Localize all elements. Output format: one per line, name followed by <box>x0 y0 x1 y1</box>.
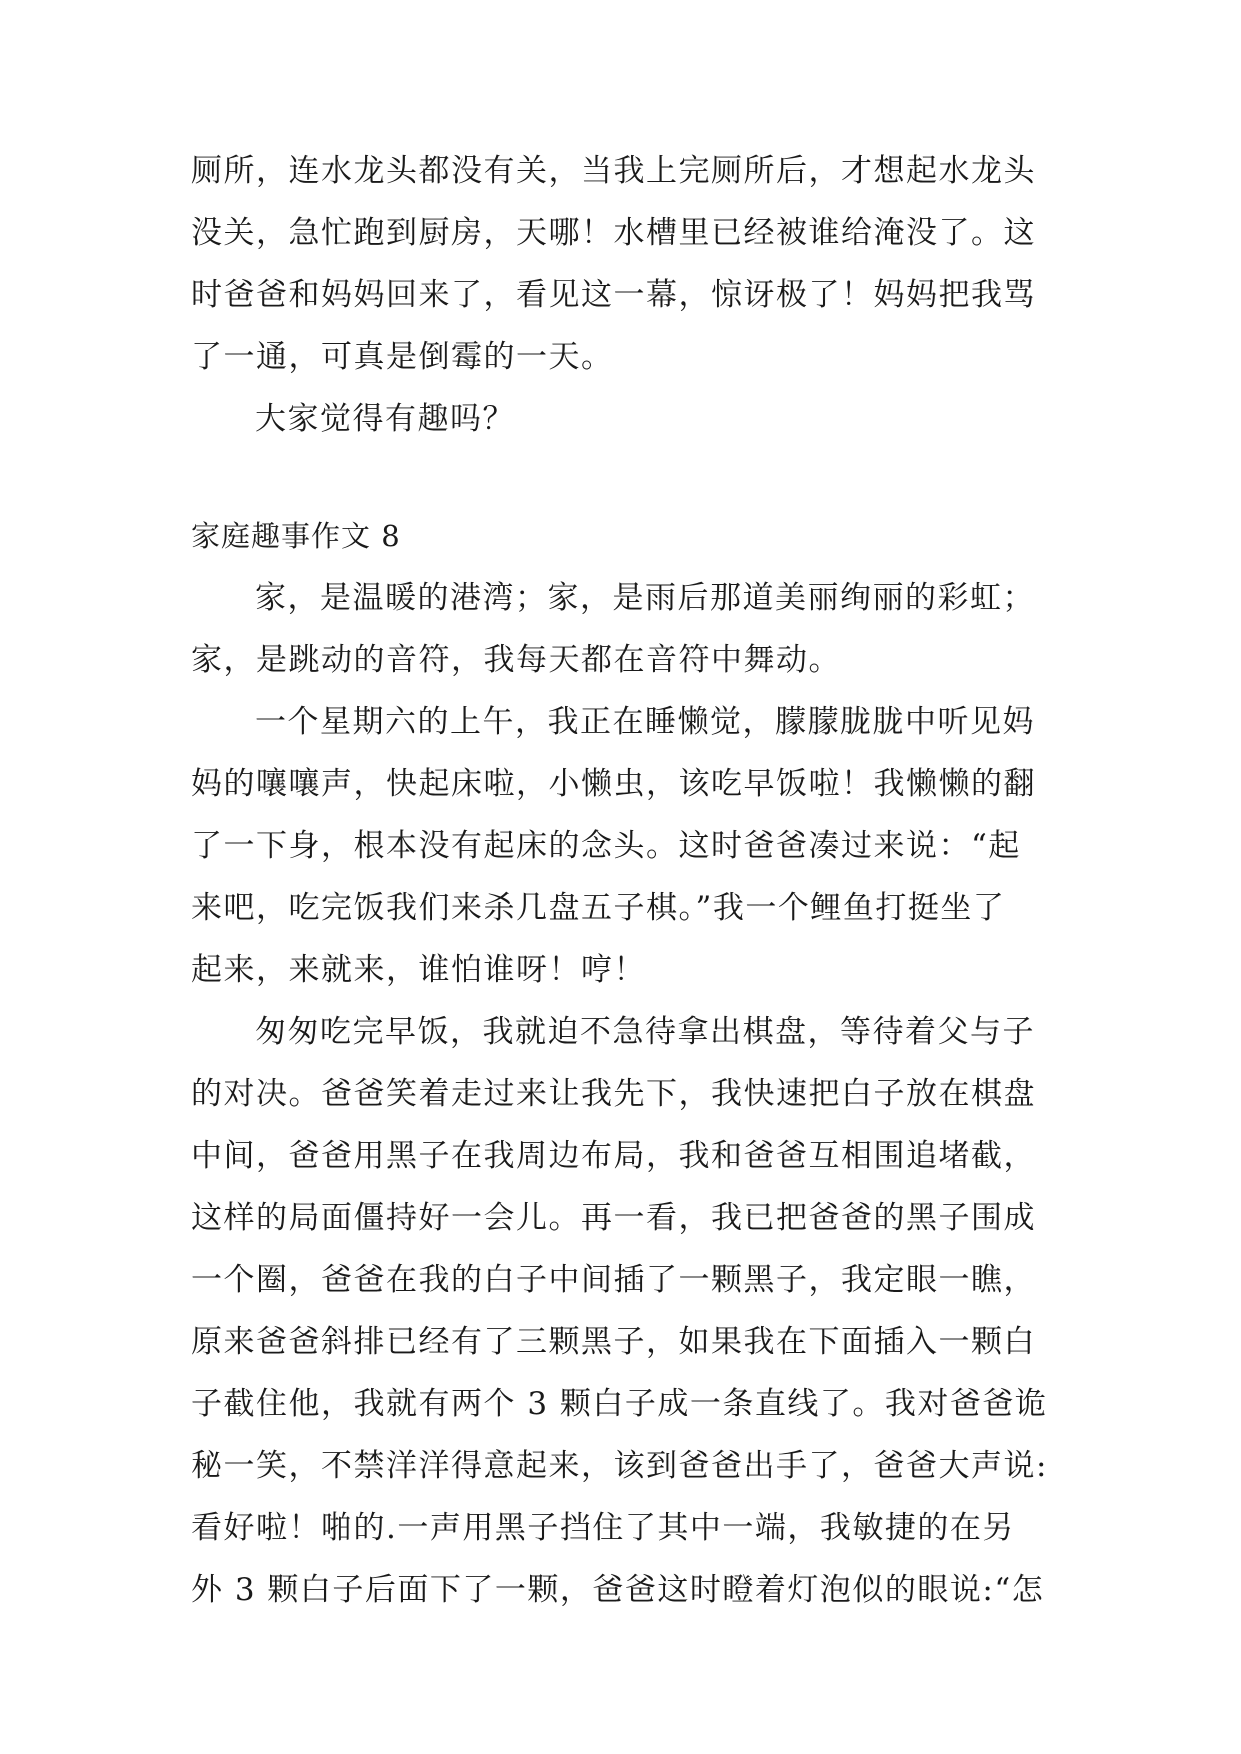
paragraph-toilet-story <box>191 140 1051 388</box>
text-line: 一个圈，爸爸在我的白子中间插了一颗黑子，我定眼一瞧， <box>191 1262 1036 1298</box>
text-line: 子截住他，我就有两个 3 颗白子成一条直线了。我对爸爸诡 <box>191 1386 1048 1422</box>
text-line: 了一下身，根本没有起床的念头。这时爸爸凑过来说：“起 <box>191 828 1021 864</box>
text-line: 原来爸爸斜排已经有了三颗黑子，如果我在下面插入一颗白 <box>191 1324 1036 1360</box>
document-page <box>191 140 1051 1621</box>
paragraph-question <box>191 388 1051 450</box>
paragraph-saturday-morning <box>191 691 1051 1001</box>
section-title: 家庭趣事作文 8 <box>191 519 401 553</box>
text-line: 的对决。爸爸笑着走过来让我先下，我快速把白子放在棋盘 <box>191 1076 1036 1112</box>
text-line: 一个星期六的上午，我正在睡懒觉，朦朦胧胧中听见妈 <box>255 704 1035 740</box>
text-line: 厕所，连水龙头都没有关，当我上完厕所后，才想起水龙头 <box>191 153 1036 189</box>
text-line: 匆匆吃完早饭，我就迫不急待拿出棋盘，等待着父与子 <box>255 1014 1035 1050</box>
text-line: 没关，急忙跑到厨房，天哪！水槽里已经被谁给淹没了。这 <box>191 215 1036 251</box>
text-line: 大家觉得有趣吗？ <box>255 401 515 437</box>
text-line: 时爸爸和妈妈回来了，看见这一幕，惊讶极了！妈妈把我骂 <box>191 277 1036 313</box>
text-line: 来吧，吃完饭我们来杀几盘五子棋。”我一个鲤鱼打挺坐了 <box>191 890 1006 926</box>
paragraph-gomoku-game <box>191 1001 1051 1621</box>
section-gap <box>191 450 1051 505</box>
paragraph-home-intro <box>191 567 1051 691</box>
text-line: 家，是温暖的港湾；家，是雨后那道美丽绚丽的彩虹； <box>255 580 1035 616</box>
text-line: 这样的局面僵持好一会儿。再一看，我已把爸爸的黑子围成 <box>191 1200 1036 1236</box>
text-line: 起来，来就来，谁怕谁呀！哼！ <box>191 952 646 988</box>
text-line: 秘一笑，不禁洋洋得意起来，该到爸爸出手了，爸爸大声说: <box>191 1448 1048 1484</box>
text-line: 中间，爸爸用黑子在我周边布局，我和爸爸互相围追堵截， <box>191 1138 1036 1174</box>
text-line: 了一通，可真是倒霉的一天。 <box>191 339 614 375</box>
text-line: 看好啦！啪的.一声用黑子挡住了其中一端，我敏捷的在另 <box>191 1510 1015 1546</box>
text-line: 妈的嚷嚷声，快起床啦，小懒虫，该吃早饭啦！我懒懒的翻 <box>191 766 1036 802</box>
text-line: 外 3 颗白子后面下了一颗，爸爸这时瞪着灯泡似的眼说:“怎 <box>191 1572 1045 1608</box>
text-line: 家，是跳动的音符，我每天都在音符中舞动。 <box>191 642 841 678</box>
